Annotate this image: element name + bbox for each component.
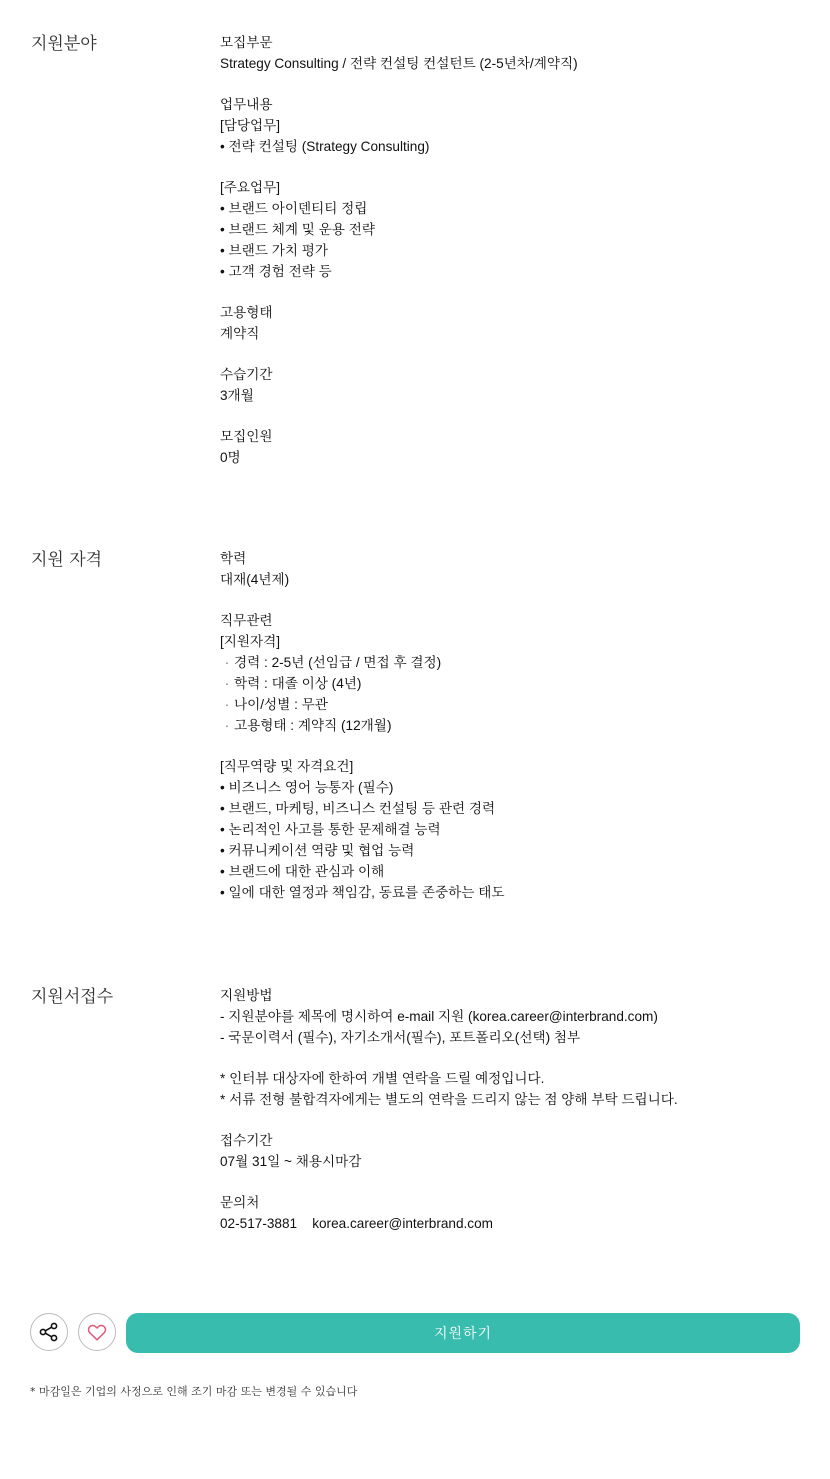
field-value: 0명: [220, 450, 241, 465]
middot-bullet-icon: ·: [224, 655, 230, 670]
field-value: 3개월: [220, 388, 254, 403]
middot-bullet-icon: ·: [224, 718, 230, 733]
list-item: • 브랜드에 대한 관심과 이해: [220, 864, 385, 879]
section-body: [220, 548, 810, 903]
contact-value: 02-517-3881 korea.career@interbrand.com: [220, 1216, 493, 1231]
list-item: · 나이/성별 : 무관: [220, 694, 810, 715]
like-button[interactable]: [78, 1313, 116, 1351]
list-item: • 브랜드, 마케팅, 비즈니스 컨설팅 등 관련 경력: [220, 801, 496, 816]
field-value: - 지원분야를 제목에 명시하여 e-mail 지원 (korea.career@interbrand.com): [220, 1009, 658, 1024]
field-label: 모집부문: [220, 35, 273, 50]
field-value: [담당업무]: [220, 118, 281, 133]
list-item: • 비즈니스 영어 능통자 (필수): [220, 780, 394, 795]
list-item: • 일에 대한 열정과 책임감, 동료를 존중하는 태도: [220, 885, 505, 900]
section-title: 지원분야: [31, 34, 97, 54]
field-label: 모집인원: [220, 429, 273, 444]
field-value: • 브랜드 아이덴티티 정립: [220, 201, 368, 216]
field-label: 문의처: [220, 1195, 260, 1210]
field-value: • 고객 경험 전략 등: [220, 264, 332, 279]
field-value: 계약직: [220, 326, 260, 341]
field-label: 업무내용: [220, 97, 273, 112]
field-value: • 브랜드 가치 평가: [220, 243, 329, 258]
heart-icon: [86, 1321, 108, 1343]
field-value: 대재(4년제): [220, 572, 290, 587]
notice-text: * 인터뷰 대상자에 한하여 개별 연락을 드릴 예정입니다.: [220, 1071, 545, 1086]
list-item: • 커뮤니케이션 역량 및 협업 능력: [220, 843, 415, 858]
field-value: • 전략 컨설팅 (Strategy Consulting): [220, 139, 430, 154]
field-label: 고용형태: [220, 305, 273, 320]
field-value: [직무역량 및 자격요건]: [220, 759, 354, 774]
deadline-notice: * 마감일은 기업의 사정으로 인해 조기 마감 또는 변경될 수 있습니다: [30, 1385, 358, 1398]
field-value: [주요업무]: [220, 180, 281, 195]
field-label: 직무관련: [220, 613, 273, 628]
field-label: 접수기간: [220, 1133, 273, 1148]
field-label: 수습기간: [220, 367, 273, 382]
section-title: 지원서접수: [31, 987, 114, 1007]
section-body: [220, 985, 810, 1234]
share-button[interactable]: [30, 1313, 68, 1351]
middot-bullet-icon: ·: [224, 676, 230, 691]
field-value: Strategy Consulting / 전략 컨설팅 컨설턴트 (2-5년차/계약직): [220, 56, 578, 71]
field-value: [지원자격]: [220, 634, 281, 649]
list-item: · 고용형태 : 계약직 (12개월): [220, 715, 810, 736]
section-body: [220, 32, 810, 468]
field-value: - 국문이력서 (필수), 자기소개서(필수), 포트폴리오(선택) 첨부: [220, 1030, 581, 1045]
list-item: • 논리적인 사고를 통한 문제해결 능력: [220, 822, 441, 837]
middot-bullet-icon: ·: [224, 697, 230, 712]
notice-text: * 서류 전형 불합격자에게는 별도의 연락을 드리지 않는 점 양해 부탁 드립니다.: [220, 1092, 678, 1107]
list-item: · 경력 : 2-5년 (선임급 / 면접 후 결정): [220, 652, 810, 673]
list-item: · 학력 : 대졸 이상 (4년): [220, 673, 810, 694]
field-value: 07월 31일 ~ 채용시마감: [220, 1154, 362, 1169]
field-label: 학력: [220, 551, 247, 566]
field-value: • 브랜드 체계 및 운용 전략: [220, 222, 375, 237]
field-label: 지원방법: [220, 988, 273, 1003]
share-icon: [38, 1321, 60, 1343]
section-title: 지원 자격: [31, 550, 103, 570]
apply-button[interactable]: 지원하기: [126, 1313, 800, 1353]
